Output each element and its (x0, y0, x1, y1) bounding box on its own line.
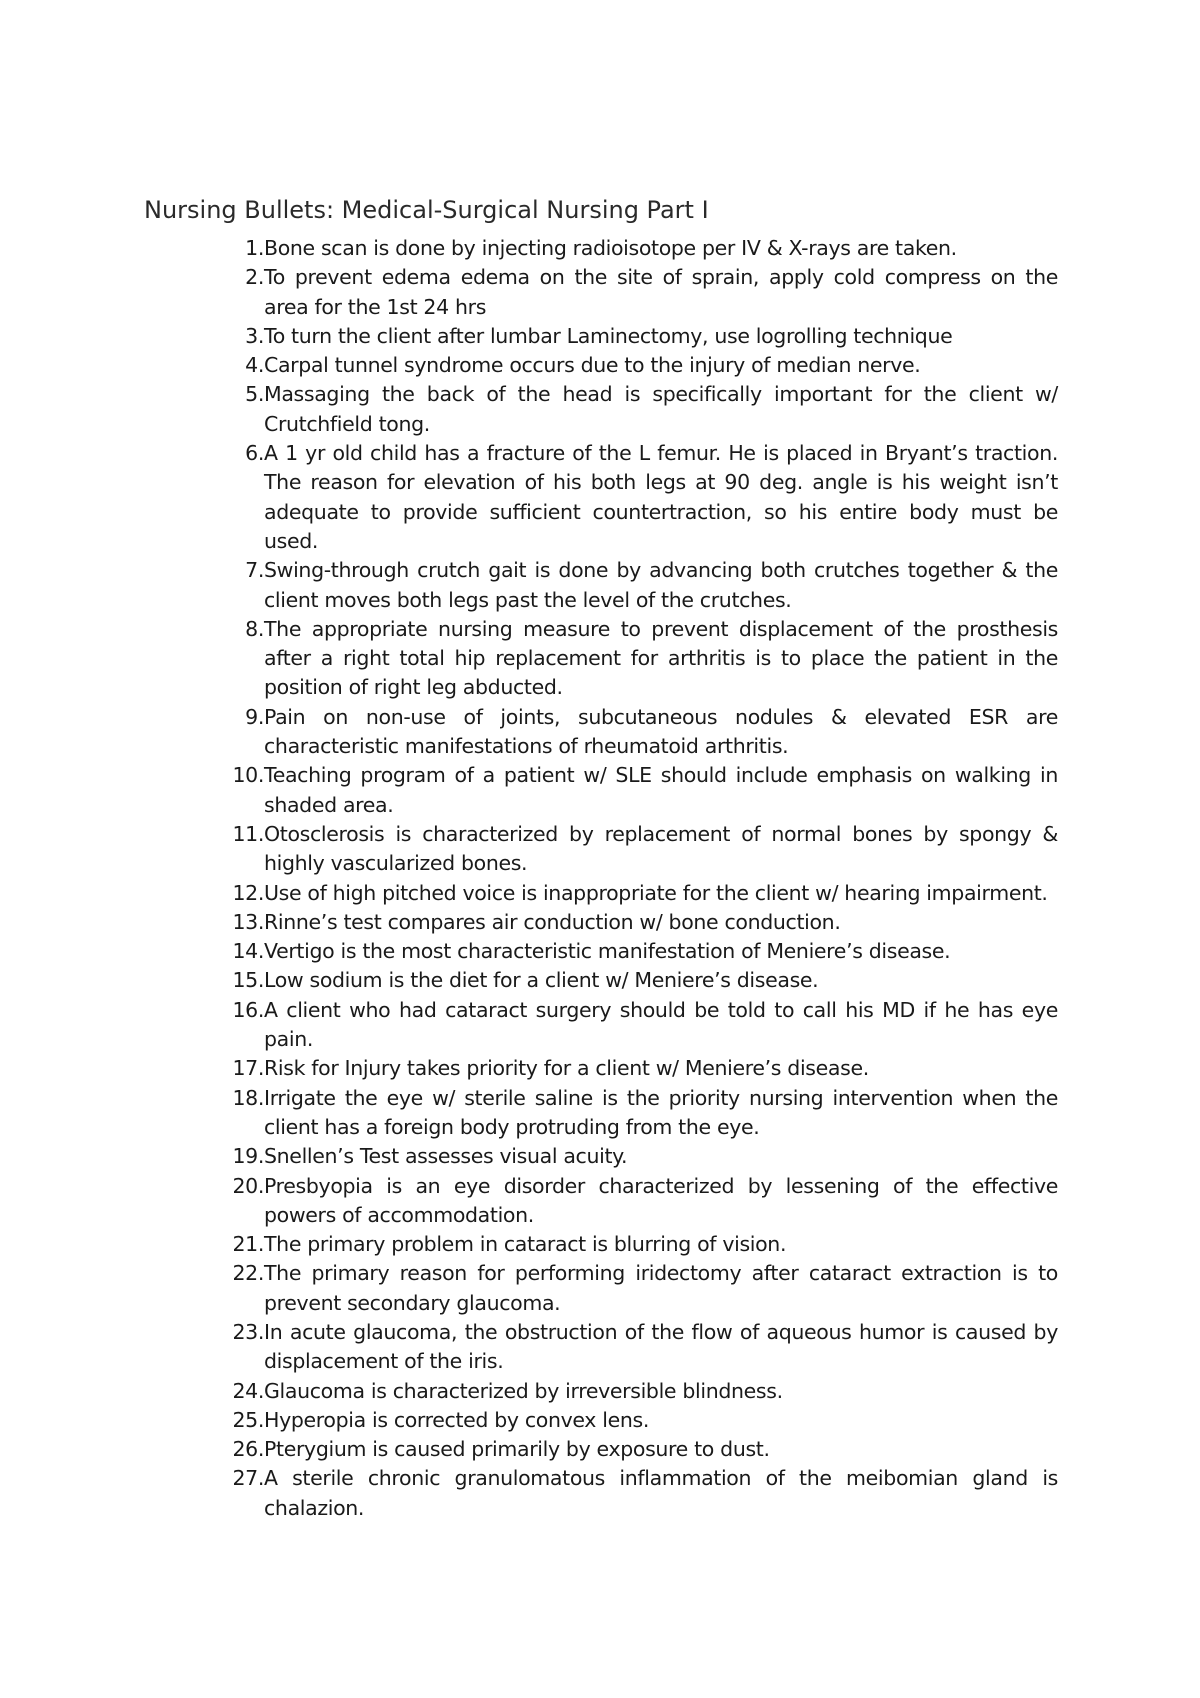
list-item-text: Low sodium is the diet for a client w/ Meniere’s disease. (264, 968, 819, 993)
list-item-number: 8. (245, 616, 264, 641)
list-item (220, 1377, 1058, 1406)
list-item (220, 820, 1058, 879)
nursing-bullets-list (220, 234, 1058, 1523)
list-item (220, 908, 1058, 937)
list-item-number: 2. (245, 265, 264, 290)
list-item (220, 322, 1058, 351)
list-item-number: 20. (232, 1173, 264, 1198)
list-item (220, 1259, 1058, 1318)
list-item-text: Risk for Injury takes priority for a client w/ Meniere’s disease. (264, 1056, 869, 1081)
list-item-text: To prevent edema edema on the site of sprain, apply cold compress on the area for the 1st 24 hrs (264, 265, 1058, 319)
list-item-text: The primary reason for performing iridectomy after cataract extraction is to prevent secondary glaucoma. (264, 1261, 1058, 1315)
list-item-text: Irrigate the eye w/ sterile saline is the priority nursing intervention when the client has a foreign body protruding from the eye. (264, 1085, 1058, 1139)
list-item (220, 1435, 1058, 1464)
list-item-number: 9. (245, 704, 264, 729)
list-item-number: 25. (232, 1407, 264, 1432)
list-item-text: Glaucoma is characterized by irreversible blindness. (264, 1378, 783, 1403)
list-item-text: Teaching program of a patient w/ SLE should include emphasis on walking in shaded area. (264, 763, 1058, 817)
list-item-number: 5. (245, 382, 264, 407)
list-item (220, 556, 1058, 615)
list-item (220, 937, 1058, 966)
list-item-number: 27. (232, 1466, 264, 1491)
page-title: Nursing Bullets: Medical-Surgical Nursing Part I (144, 196, 709, 224)
list-item-number: 1. (245, 236, 264, 260)
list-item-number: 19. (232, 1144, 264, 1169)
list-item (220, 1406, 1058, 1435)
list-item-number: 6. (245, 441, 264, 466)
list-item-number: 22. (232, 1261, 264, 1286)
list-item-text: Pain on non-use of joints, subcutaneous nodules & elevated ESR are characteristic manifestations of rheumatoid arthritis. (264, 704, 1058, 759)
list-item-text: Rinne’s test compares air conduction w/ bone conduction. (264, 909, 841, 934)
list-item-text: A sterile chronic granulomatous inflammation of the meibomian gland is chalazion. (264, 1466, 1058, 1520)
list-item-text: A 1 yr old child has a fracture of the L femur. He is placed in Bryant’s traction. The reason for elevation of his both legs at 90 deg. angle is his weight isn’t adequate to provide sufficient countertraction, so his entire body must be used. (264, 441, 1058, 553)
list-item-text: Massaging the back of the head is specifically important for the client w/ Crutchfield tong. (264, 382, 1058, 436)
list-item (220, 1318, 1058, 1377)
list-item-number: 23. (232, 1319, 264, 1344)
list-item (220, 1142, 1058, 1171)
list-item-text: The primary problem in cataract is blurring of vision. (264, 1232, 787, 1257)
list-item-text: In acute glaucoma, the obstruction of the flow of aqueous humor is caused by displacement of the iris. (264, 1319, 1058, 1374)
list-item-number: 17. (232, 1056, 264, 1081)
list-item-number: 12. (232, 880, 264, 905)
list-item-number: 15. (232, 968, 264, 993)
list-item (220, 615, 1058, 703)
list-item (220, 263, 1058, 322)
list-item (220, 1054, 1058, 1083)
list-item-text: Otosclerosis is characterized by replacement of normal bones by spongy & highly vascularized bones. (264, 821, 1058, 876)
list-item-number: 14. (232, 939, 264, 964)
list-item (220, 1172, 1058, 1231)
list-item (220, 234, 1058, 263)
list-item (220, 966, 1058, 995)
list-item-text: Presbyopia is an eye disorder characterized by lessening of the effective powers of accommodation. (264, 1173, 1058, 1227)
list-item-number: 24. (232, 1378, 264, 1403)
list-item-text: The appropriate nursing measure to prevent displacement of the prosthesis after a right total hip replacement for arthritis is to place the patient in the position of right leg abducted. (264, 616, 1058, 700)
list-item-number: 18. (232, 1085, 264, 1110)
list-item-number: 13. (232, 909, 264, 934)
list-item-number: 10. (232, 763, 264, 788)
list-item-text: Snellen’s Test assesses visual acuity. (264, 1144, 628, 1169)
list-item-text: A client who had cataract surgery should be told to call his MD if he has eye pain. (264, 997, 1058, 1052)
list-item-text: Bone scan is done by injecting radioisotope per IV & X-rays are taken. (264, 236, 957, 260)
list-item-text: Hyperopia is corrected by convex lens. (264, 1407, 649, 1432)
list-item-number: 21. (232, 1232, 264, 1257)
list-item-number: 16. (232, 997, 264, 1022)
list-item (220, 703, 1058, 762)
list-item-text: Pterygium is caused primarily by exposure to dust. (264, 1437, 770, 1462)
list-item (220, 380, 1058, 439)
list-item-text: To turn the client after lumbar Laminectomy, use logrolling technique (264, 323, 953, 348)
list-item-number: 11. (232, 821, 264, 846)
list-item-text: Carpal tunnel syndrome occurs due to the injury of median nerve. (264, 353, 921, 378)
list-item (220, 1230, 1058, 1259)
list-item (220, 879, 1058, 908)
list-item (220, 1464, 1058, 1523)
list-item (220, 996, 1058, 1055)
list-item (220, 439, 1058, 556)
list-item-number: 4. (245, 353, 264, 378)
list-item-text: Use of high pitched voice is inappropriate for the client w/ hearing impairment. (264, 880, 1048, 905)
list-item-text: Vertigo is the most characteristic manifestation of Meniere’s disease. (264, 939, 951, 964)
list-item-text: Swing-through crutch gait is done by advancing both crutches together & the client moves both legs past the level of the crutches. (264, 558, 1058, 612)
list-item (220, 1084, 1058, 1143)
list-item-number: 26. (232, 1437, 264, 1462)
list-item (220, 351, 1058, 380)
list-item-number: 7. (245, 558, 264, 583)
list-item-number: 3. (245, 323, 264, 348)
list-item (220, 761, 1058, 820)
